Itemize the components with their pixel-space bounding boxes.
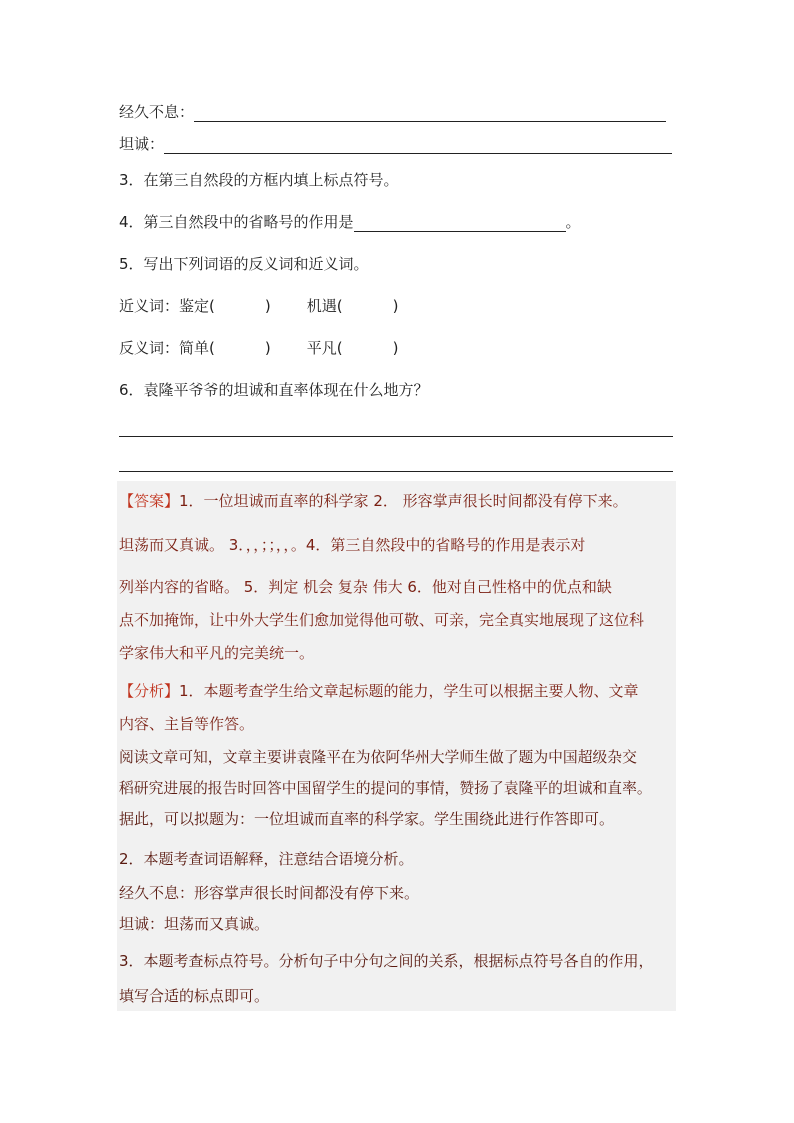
- answer-line-2[interactable]: [119, 471, 673, 472]
- question-3: 3．在第三自然段的方框内填上标点符号。: [119, 171, 399, 189]
- question-4-suffix: 。: [565, 213, 581, 231]
- analysis-text-6: 2．本题考查词语解释，注意结合语境分析。: [119, 850, 414, 868]
- analysis-tag: 【分析】: [119, 682, 180, 700]
- question-5: 5．写出下列词语的反义词和近义词。: [119, 255, 369, 273]
- antonym-item-2: 平凡(: [306, 339, 343, 357]
- term-jiujiu-blank[interactable]: [194, 121, 666, 122]
- term-jiujiu-row: [119, 102, 666, 122]
- question-6: 6．袁隆平爷爷的坦诚和直率体现在什么地方？: [119, 381, 429, 399]
- analysis-text-7: 经久不息：形容掌声很长时间都没有停下来。: [119, 884, 420, 902]
- term-tancheng-row: [119, 134, 672, 154]
- analysis-text-9: 3．本题考查标点符号。分析句子中分句之间的关系，根据标点符号各自的作用，: [119, 952, 654, 970]
- analysis-text-2: 内容、主旨等作答。: [119, 715, 255, 733]
- antonyms-label: 反义词：简单(: [119, 339, 215, 357]
- term-tancheng-label: 坦诚：: [119, 135, 165, 153]
- antonyms-row: [119, 338, 398, 358]
- answer-text-3: 列举内容的省略。 5．判定 机会 复杂 伟大 6．他对自己性格中的优点和缺: [119, 578, 612, 596]
- answer-text-2: 坦荡而又真诚。 3．，，；；，，。4．第三自然段中的省略号的作用是表示对: [119, 536, 586, 554]
- question-4-blank[interactable]: [354, 231, 566, 232]
- term-tancheng-blank[interactable]: [164, 153, 672, 154]
- analysis-text-10: 填写合适的标点即可。: [119, 987, 270, 1005]
- answer-tag: 【答案】: [119, 492, 180, 510]
- answer-text-1: 1．一位坦诚而直率的科学家 2． 形容掌声很长时间都没有停下来。: [179, 492, 628, 510]
- answer-line-1[interactable]: [119, 436, 673, 437]
- answer-text-4: 点不加掩饰，让中外大学生们愈加觉得他可敬、可亲，完全真实地展现了这位科: [119, 611, 645, 629]
- antonym-close-paren: ): [264, 339, 271, 357]
- question-4-text: 4．第三自然段中的省略号的作用是: [119, 213, 354, 231]
- synonym-item-2: 机遇(: [306, 297, 343, 315]
- analysis-text-4: 稻研究进展的报告时回答中国留学生的提问的事情，赞扬了袁隆平的坦诚和直率。: [119, 780, 652, 797]
- antonym-close-paren-2: ): [392, 339, 399, 357]
- analysis-line-1: [119, 680, 639, 701]
- synonyms-label: 近义词：鉴定(: [119, 297, 215, 315]
- synonym-close-paren-2: ): [392, 297, 399, 315]
- answer-line-a1: [119, 490, 628, 511]
- answer-text-5: 学家伟大和平凡的完美统一。: [119, 644, 315, 662]
- analysis-text-3: 阅读文章可知，文章主要讲袁隆平在为依阿华州大学师生做了题为中国超级杂交: [119, 749, 637, 766]
- synonyms-row: [119, 296, 398, 316]
- analysis-text-5: 据此，可以拟题为：一位坦诚而直率的科学家。学生围绕此进行作答即可。: [119, 810, 615, 828]
- term-jiujiu-label: 经久不息：: [119, 103, 195, 121]
- analysis-text-8: 坦诚：坦荡而又真诚。: [119, 915, 270, 933]
- question-4-row: [119, 212, 581, 232]
- analysis-text-1: 1．本题考查学生给文章起标题的能力，学生可以根据主要人物、文章: [179, 682, 639, 700]
- synonym-close-paren: ): [264, 297, 271, 315]
